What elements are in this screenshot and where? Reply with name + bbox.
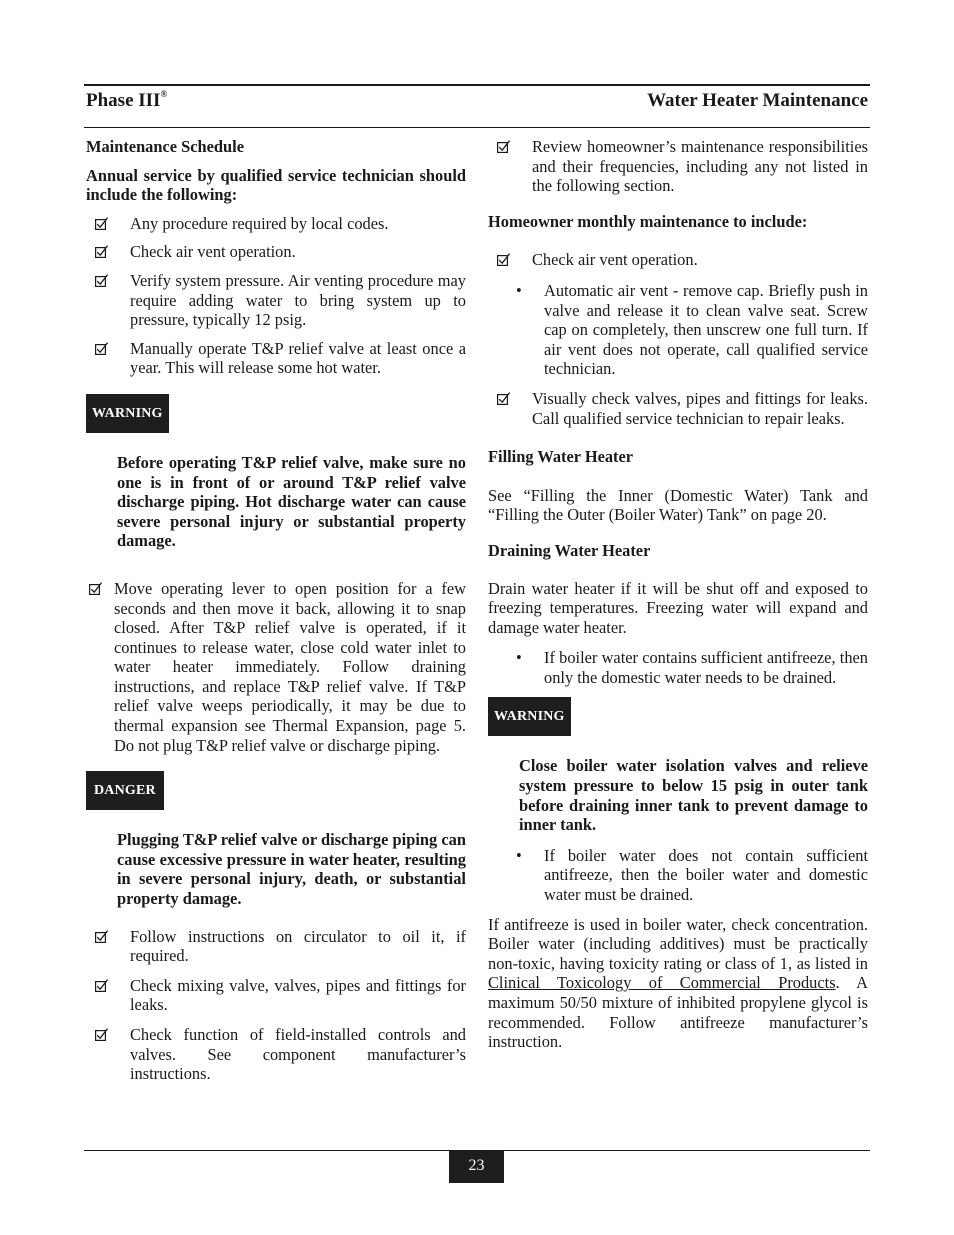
checklist-item: Check function of field-installed controls and valves. See component manufacturer’s instructions. xyxy=(86,1025,466,1084)
header-right-title: Water Heater Maintenance xyxy=(647,90,868,111)
header-left-title: Phase III® xyxy=(86,89,168,111)
warning-text: Before operating T&P relief valve, make sure no one is in front of or around T&P relief valve discharge piping. Hot discharge water can cause severe personal injury or substantial property damage. xyxy=(117,452,466,551)
header-rule-bottom xyxy=(84,127,870,128)
annual-service-intro: Annual service by qualified service technician should include the following: xyxy=(86,165,466,205)
left-column xyxy=(86,136,466,1084)
checklist-item: Any procedure required by local codes. xyxy=(86,214,466,234)
bullet-icon: • xyxy=(516,648,522,668)
danger-badge: DANGER xyxy=(86,771,164,810)
checklist-item: Manually operate T&P relief valve at least once a year. This will release some hot water. xyxy=(86,339,466,378)
antifreeze-paragraph: If antifreeze is used in boiler water, check concentration. Boiler water (including additives) must be practically non-toxic, having toxicity rating or class of 1, as listed in Clinical Toxicology of Commercial Products. A maximum 50/50 mixture of inhibited propylene glycol is recommended. Follow antifreeze manufacturer’s instruction. xyxy=(488,914,868,1052)
checklist-item: Move operating lever to open position for a few seconds and then move it back, allowing it to snap closed. After T&P relief valve is operated, if it continues to release water, close cold water inlet to water heater immediately. Follow draining instructions, and replace T&P relief valve. If T&P relief valve weeps periodically, it may be due to thermal expansion see Thermal Expansion, page 5. Do not plug T&P relief valve or discharge piping. xyxy=(86,579,466,755)
warning-badge: WARNING xyxy=(86,394,169,433)
check-box-icon xyxy=(95,1028,108,1041)
check-box-icon xyxy=(95,979,108,992)
page-number: 23 xyxy=(449,1151,504,1183)
filling-heading: Filling Water Heater xyxy=(488,447,634,467)
warning-badge: WARNING xyxy=(488,697,571,736)
checklist-item: Verify system pressure. Air venting procedure may require adding water to bring system up to pressure, typically 12 psig. xyxy=(86,271,466,330)
checklist-item: Check air vent operation. xyxy=(488,250,868,270)
check-box-icon xyxy=(89,582,102,595)
filling-text: See “Filling the Inner (Domestic Water) Tank and “Filling the Outer (Boiler Water) Tank” on page 20. xyxy=(488,485,868,525)
draining-text: Drain water heater if it will be shut off and exposed to freezing temperatures. Freezing water will expand and damage water heater. xyxy=(488,578,868,637)
check-box-icon xyxy=(95,245,108,258)
bullet-item: • If boiler water does not contain sufficient antifreeze, then the boiler water and domestic water must be drained. xyxy=(516,845,868,905)
bullet-icon: • xyxy=(516,845,522,865)
checklist-item: Review homeowner’s maintenance responsibilities and their frequencies, including any not listed in the following section. xyxy=(488,137,868,196)
header-rule-top xyxy=(84,84,870,86)
bullet-item: • If boiler water contains sufficient antifreeze, then only the domestic water needs to be drained. xyxy=(516,648,868,687)
monthly-maintenance-heading: Homeowner monthly maintenance to include: xyxy=(488,211,808,231)
bullet-icon: • xyxy=(516,280,522,300)
warning-text: Close boiler water isolation valves and relieve system pressure to below 15 psig in outer tank before draining inner tank to prevent damage to inner tank. xyxy=(519,756,868,835)
check-box-icon xyxy=(95,217,108,230)
checklist-item: Follow instructions on circulator to oil it, if required. xyxy=(86,927,466,966)
bullet-item: • Automatic air vent - remove cap. Briefly push in valve and release it to clean valve seat. Screw cap on completely, then unscrew one full turn. If air vent does not operate, call qualified service technician. xyxy=(516,280,868,379)
check-box-icon xyxy=(95,342,108,355)
check-box-icon xyxy=(497,140,510,153)
checklist-item: Check air vent operation. xyxy=(86,242,466,262)
toxicology-reference-link: Clinical Toxicology of Commercial Products xyxy=(488,973,836,993)
danger-text: Plugging T&P relief valve or discharge piping can cause excessive pressure in water heater, resulting in severe personal injury, death, or substantial property damage. xyxy=(117,830,466,909)
check-box-icon xyxy=(95,274,108,287)
checklist-item: Visually check valves, pipes and fittings for leaks. Call qualified service technician to repair leaks. xyxy=(488,389,868,428)
check-box-icon xyxy=(497,392,510,405)
check-box-icon xyxy=(95,930,108,943)
right-column xyxy=(488,136,868,1052)
draining-heading: Draining Water Heater xyxy=(488,540,651,560)
check-box-icon xyxy=(497,253,510,266)
checklist-item: Check mixing valve, valves, pipes and fittings for leaks. xyxy=(86,976,466,1015)
maintenance-schedule-heading: Maintenance Schedule xyxy=(86,137,244,156)
